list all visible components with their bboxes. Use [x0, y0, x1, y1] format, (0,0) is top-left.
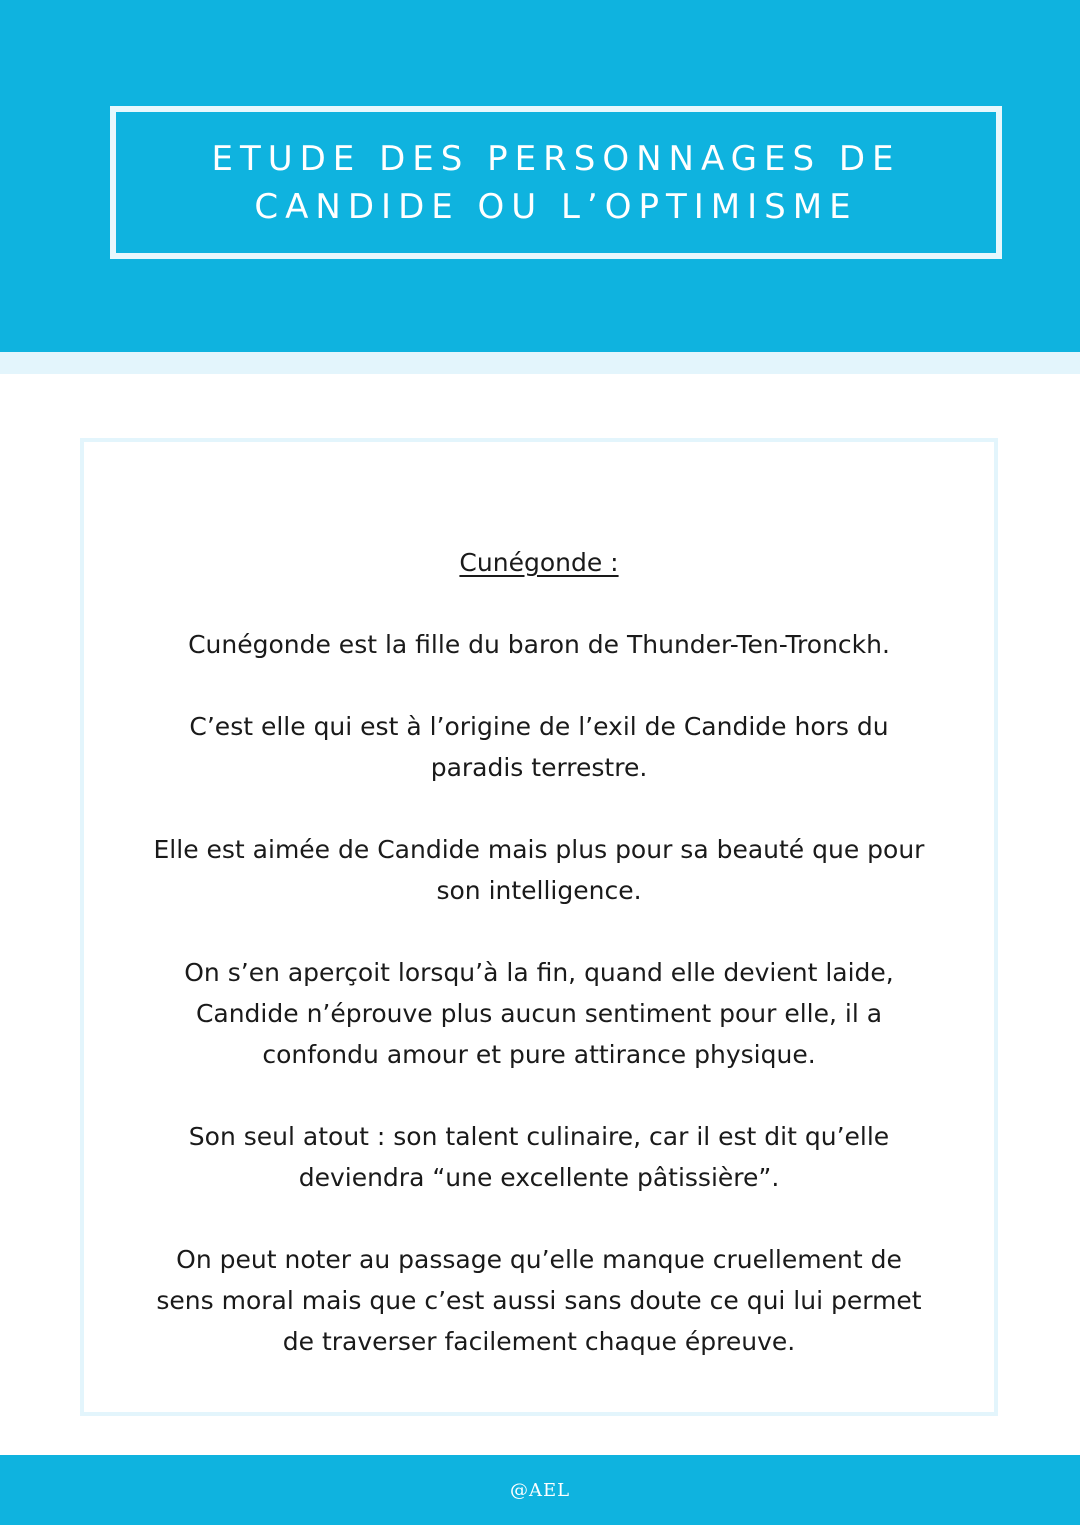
title-frame [110, 106, 1002, 259]
paragraph-1: Cunégonde est la fille du baron de Thunder-Ten-Tronckh. [188, 630, 890, 659]
section-heading-wrap [144, 542, 934, 583]
page-title-line-2: CANDIDE OU L’OPTIMISME [254, 186, 858, 227]
paragraph-3: Elle est aimée de Candide mais plus pour sa beauté que pour son intelligence. [153, 835, 925, 905]
section-heading: Cunégonde : [459, 548, 619, 577]
content-card [80, 438, 998, 1416]
paragraph-6: On peut noter au passage qu’elle manque cruellement de sens moral mais que c’est aussi sans doute ce qui lui permet de traverser facilement chaque épreuve. [156, 1245, 922, 1356]
page-title-line-1: ETUDE DES PERSONNAGES DE [211, 138, 901, 179]
paragraph-2: C’est elle qui est à l’origine de l’exil de Candide hors du paradis terrestre. [189, 712, 889, 782]
content-body [144, 542, 934, 1362]
footer-credit: @AEL [509, 1479, 571, 1501]
footer-band [0, 1455, 1080, 1525]
header-stripe [0, 352, 1080, 374]
paragraph-4: On s’en aperçoit lorsqu’à la fin, quand elle devient laide, Candide n’éprouve plus aucun sentiment pour elle, il a confondu amour et pure attirance physique. [184, 958, 894, 1069]
paragraph-5: Son seul atout : son talent culinaire, car il est dit qu’elle deviendra “une excellente pâtissière”. [188, 1122, 890, 1192]
